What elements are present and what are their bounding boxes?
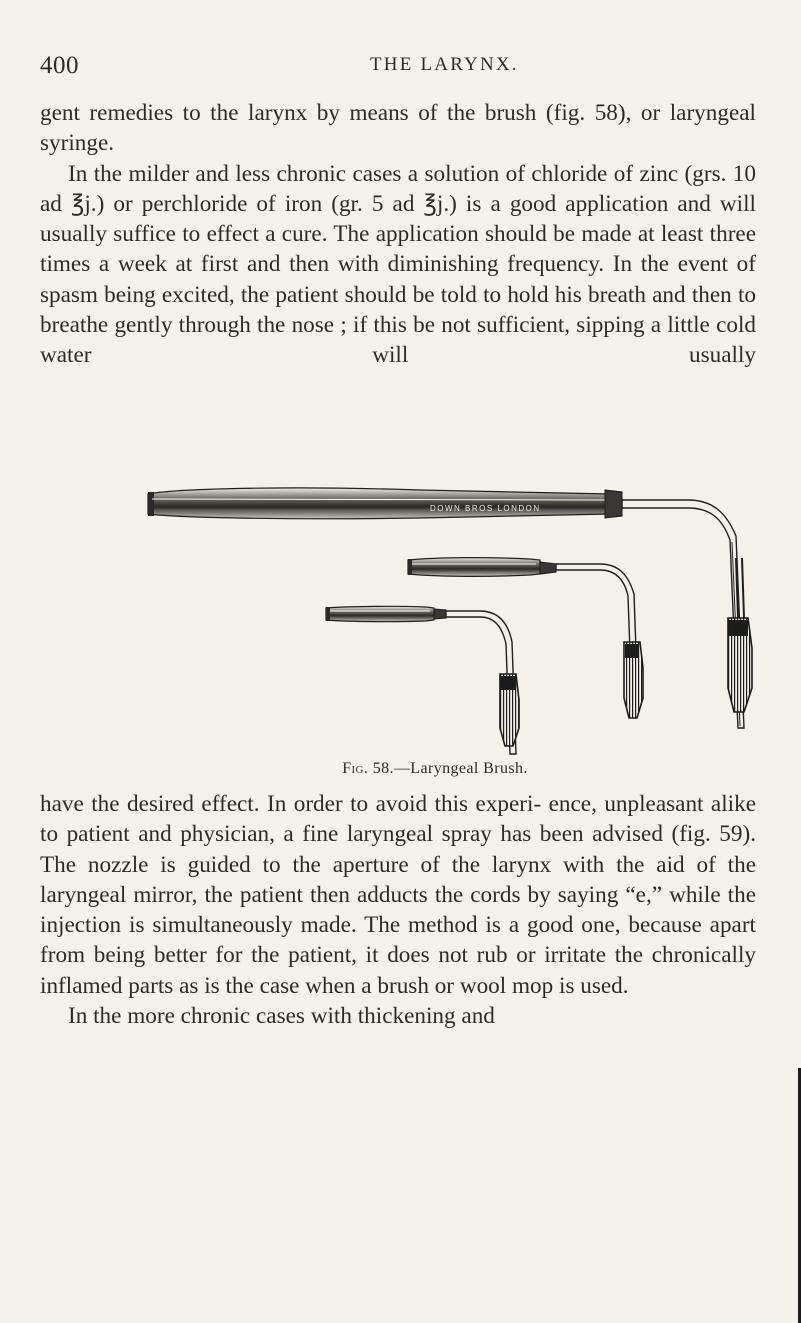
paragraph-continuation: gent remedies to the larynx by means of the brush (fig. 58), or laryngeal syringe. xyxy=(40,100,756,157)
top-text-block xyxy=(40,98,756,371)
long-brush xyxy=(148,488,752,728)
page-number: 400 xyxy=(40,52,79,79)
figure-laryngeal-brush xyxy=(140,478,780,778)
paragraph-zinc-solution: In the milder and less chronic cases a solution of chloride of zinc (grs. 10 ad ℥j.) or perchloride of iron (gr. 5 ad ℥j.) is a good application and will usually suffice to effect a cure. The application should be made at least three times a week at first and then with diminishing frequency. In the event of spasm being excited, the patient should be told to hold his breath and then to breathe gently through the nose ; if this be not sufficient, sipping a little cold water will usually xyxy=(40,160,756,369)
short-brush xyxy=(326,606,519,754)
paragraph-chronic-cases: In the more chronic cases with thickening and xyxy=(68,1003,495,1030)
paragraph-laryngeal-spray: have the desired effect. In order to avoid this experi- ence, unpleasant alike to patient and physician, a fine laryngeal spray has been advised (fig. 59). The nozzle is guided to the aperture of the larynx with the aid of the laryngeal mirror, the patient then adducts the cords by saying “e,” while the injection is simultaneously made. The method is a good one, because apart from being better for the patient, it does not rub or irritate the chronically inflamed parts as is the case when a brush or wool mop is used. xyxy=(40,791,756,999)
figure-caption xyxy=(140,760,730,778)
caption-text: —Laryngeal Brush. xyxy=(393,760,528,777)
page-header xyxy=(40,52,741,86)
laryngeal-brush-illustration xyxy=(140,478,780,758)
medium-brush xyxy=(408,558,643,718)
handle-inscription: DOWN BROS LONDON xyxy=(430,504,541,513)
running-head: THE LARYNX. xyxy=(370,54,519,75)
bottom-text-block xyxy=(40,789,756,1031)
caption-label: Fig. 58. xyxy=(342,760,394,777)
